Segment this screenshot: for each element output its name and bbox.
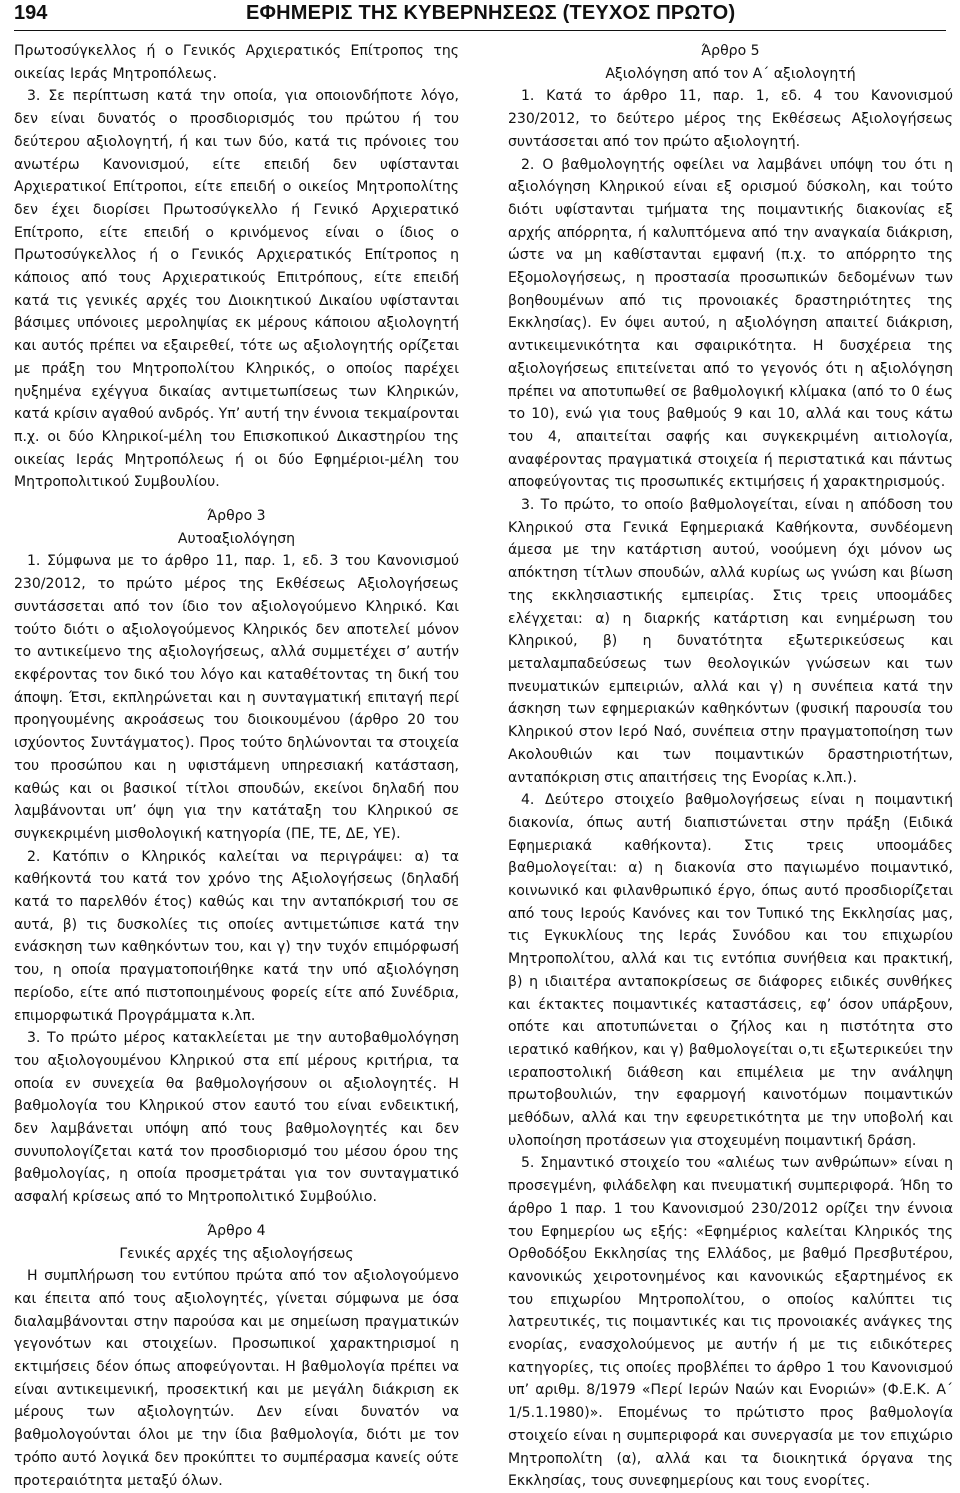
article-4-subtitle: Γενικές αρχές της αξιολογήσεως	[119, 1245, 354, 1262]
page-header	[0, 0, 960, 30]
article-4-heading	[14, 1220, 459, 1265]
article-5-subtitle: Αξιολόγηση από τον Α΄ αξιολογητή	[605, 65, 856, 82]
page-number: 194	[14, 2, 48, 24]
paragraph-continuation: Πρωτοσύγκελλος ή ο Γενικός Αρχιερατικός Επίτροπος της οικείας Ιεράς Μητροπόλεως.	[14, 43, 459, 82]
article-3-heading	[14, 505, 459, 550]
paragraph-art5-3: 3. Το πρώτο, το οποίο βαθμολογείται, είναι η απόδοση του Κληρικού στα Γενικά Εφημεριακά Καθήκοντα, συνδέομενη άμεσα με την κατάρτιση αυτού, νοούμενη όχι μόνον ως απόκτηση τίτλων σπουδών, αλλά κυρίως ως γνώση και βίωση της εκκλησιαστικής εμπειρίας. Στις τρεις υποομάδες ελέγχεται: α) η διαρκής κατάρτιση και ενημέρωση του Κληρικού, β) η δυνατότητα εξωτερικεύσεως και μεταλαμπαδεύσεως των θεολογικών γνώσεων και των πνευματικών εμπειριών, αλλά και γ) η συνέπεια κατά την άσκηση των εφημεριακών καθηκόντων (φυσική παρουσία του Κληρικού στον Ιερό Ναό, συνέπεια στην πραγματοποίηση των Ακολουθιών και των ποιμαντικών δραστηριοτήτων, ανταπόκριση στις απαιτήσεις της Ενορίας κ.λπ.).	[508, 497, 953, 786]
paragraph-art5-4: 4. Δεύτερο στοιχείο βαθμολογήσεως είναι η ποιμαντική διακονία, όπως αυτή διαπιστώνεται στην πράξη (Ειδικά Εφημεριακά καθήκοντα). Στις τρεις υποομάδες βαθμολογείται: α) η διακονία στο παγιωμένο ποιμαντικό, κοινωνικό και φιλανθρωπικό έργο, όπως αυτό προσδιορίζεται από τους Ιερούς Κανόνες και τον Τυπικό της Εκκλησίας μας, τις Εγκυκλίους της Ιεράς Συνόδου και του επιχωρίου Μητροπολίτου, αλλά και τις εντόπια συνήθεια και πρακτική, β) η ιδιαιτέρα ανταποκρίσεως σε διάφορες ειδικές συνθήκες και έκτακτες ποιμαντικές καταστάσεις, εφ’ όσον υπάρξουν, οπότε και αποτυπώνεται ο ζήλος και η πιστότητα στο ιερατικό καθήκον, και γ) βαθμολογείται ο,τι εξωτερικεύει την ιεραποστολική διάθεση και επιμέλεια με την ανάληψη πρωτοβουλιών, την εφαρμογή καινοτόμων ποιμαντικών μεθόδων, αλλά και την εφευρετικότητα με την υποβολή και υλοποίηση προτάσεων για στοχευμένη ποιμαντική δράση.	[508, 792, 953, 1149]
article-5-heading	[508, 40, 953, 85]
paragraph-art4: Η συμπλήρωση του εντύπου πρώτα από τον αξιολογούμενο και έπειτα από τους αξιολογητές, γίνεται σύμφωνα με όσα διαλαμβάνονται στην παρούσα και με σημείωση πραγματικών γεγονότων και στοιχείων. Προσωπικοί χαρακτηρισμοί η εκτιμήσεις δέον όπως αποφεύγονται. Η βαθμολογία πρέπει να είναι αντικειμενική, προσεκτική και με μεγάλη διάκριση εκ μέρους των αξιολογητών. Δεν είναι δυνατόν να βαθμολογούνται όλοι με την ίδια βαθμολογία, διότι με τον τρόπο αυτό λογικά δεν προκύπτει το συμπέρασμα κανείς ούτε προτεραιότητα μεταξύ όλων.	[14, 1268, 459, 1489]
left-column	[14, 40, 459, 1489]
paragraph-art5-1: 1. Κατά το άρθρο 11, παρ. 1, εδ. 4 του Κανονισμού 230/2012, το δεύτερο μέρος της Εκθέσεως Αξιολογήσεως συντάσσεται από τον πρώτο αξιολογητή.	[508, 88, 953, 150]
paragraph-art5-2: 2. Ο βαθμολογητής οφείλει να λαμβάνει υπόψη του ότι η αξιολόγηση Κληρικού είναι εξ ορισμού δύσκολη, και τούτο διότι υφίστανται τμήματα της ποιμαντικής διακονίας εξ αρχής απόρρητα, ή καλυπτόμενα από την αναγκαία διάκριση, ώστε να μη καθίστανται εμφανή (π.χ. το απόρρητο της Εξομολογήσεως, η προστασία προσωπικών δεδομένων των βοηθουμένων από τις προνοιακές δραστηριότητες της Εκκλησίας). Εν όψει αυτού, η αξιολόγηση απαιτεί διάκριση, αντικειμενικότητα και σφαιρικότητα. Η δυσχέρεια της αξιολογήσεως επιτείνεται από το γεγονός ότι η αξιολόγηση πρέπει να αποτυπωθεί σε βαθμολογική κλίμακα (από το 0 έως το 10), ενώ για τους βαθμούς 9 και 10, αλλά και τους κάτω του 4, απαιτείται σαφής και συγκεκριμένη αιτιολογία, αναφέροντας πραγματικά στοιχεία ή περιστατικά και πάντως αποφεύγοντας τις προσωπικές εκτιμήσεις ή χαρακτηρισμούς.	[508, 156, 953, 491]
paragraph-art3-1: 1. Σύμφωνα με το άρθρο 11, παρ. 1, εδ. 3 του Κανονισμού 230/2012, το πρώτο μέρος της Εκθέσεως Αξιολογήσεως συντάσσεται από τον ίδιο τον αξιολογούμενο Κληρικό. Και τούτο διότι ο αξιολογούμενος Κληρικός δεν αποτελεί μόνον το αντικείμενο της αξιολογήσεως, αλλά συμμετέχει σ’ αυτήν εκφέροντας τον δικό του λόγο και καταθέτοντας τη δική του άποψη. Έτσι, εκπληρώνεται και η συνταγματική επιταγή περί προηγουμένης ακροάσεως του διοικουμένου (άρθρο 20 του ισχύοντος Συντάγματος). Προς τούτο δηλώνονται τα στοιχεία του προσώπου και η υφιστάμενη υπηρεσιακή κατάσταση, καθώς και οι βασικοί τίτλοι σπουδών, εκείνοι δηλαδή που λαμβάνονται υπ’ όψη για την κατάταξη του Κληρικού σε συγκεκριμένη μισθολογική κατηγορία (ΠΕ, ΤΕ, ΔΕ, ΥΕ).	[14, 553, 459, 842]
header-rule	[14, 30, 946, 31]
paragraph-art3-3: 3. Το πρώτο μέρος κατακλείεται με την αυτοβαθμολόγηση του αξιολογουμένου Κληρικού στα επί μέρους κριτήρια, τα οποία εν συνεχεία θα βαθμολογήσουν οι αξιολογητές. Η βαθμολογία του Κληρικού στον εαυτό του είναι ενδεικτική, δεν λαμβάνεται υπόψη από τους βαθμολογητές και δεν συνυπολογίζεται κατά τον προσδιορισμό του μέσου όρου της βαθμολογίας, η οποία προσμετράται για τον συνταγματικό ασφαλή κρίσεως από το Μητροπολιτικό Συμβούλιο.	[14, 1030, 459, 1206]
gazette-title: ΕΦΗΜΕΡΙΣ ΤΗΣ ΚΥΒΕΡΝΗΣΕΩΣ (ΤΕΥΧΟΣ ΠΡΩΤΟ)	[246, 2, 736, 24]
article-5-title: Άρθρο 5	[701, 43, 760, 59]
article-3-title: Άρθρο 3	[207, 508, 266, 525]
article-3-subtitle: Αυτοαξιολόγηση	[177, 530, 296, 547]
paragraph-art3-2: 2. Κατόπιν ο Κληρικός καλείται να περιγράψει: α) τα καθήκοντά του κατά τον χρόνο της Αξιολογήσεως (δηλαδή κατά το παρελθόν έτος) καθώς και την ανταπόκρισή του σε αυτά, β) τις δυσκολίες τις οποίες αντιμετώπισε κατά την ενάσκηση των καθηκόντων του, και γ) την τυχόν επιμόρφωσή του, η οποία πραγματοποιήθηκε κατά την υπό αξιολόγηση περίοδο, είτε από πιστοποιημένους φορείς είτε από Συνέδρια, επιμορφωτικά Προγράμματα κ.λπ.	[14, 848, 459, 1024]
paragraph-art5-5: 5. Σημαντικό στοιχείο του «αλιέως των ανθρώπων» είναι η προσεγμένη, φιλάδελφη και πνευματική συμπεριφορά. Ήδη το άρθρο 1 παρ. 1 του Κανονισμού 230/2012 ορίζει την έννοια του Εφημερίου ως εξής: «Εφημέριος καλείται Κληρικός της Ορθοδόξου Εκκλησίας της Ελλάδος, με βαθμό Πρεσβυτέρου, κανονικώς χειροτονημένος και κανονικώς εξαρτημένος εκ του επιχωρίου Μητροπολίτου, ο οποίος καλύπτει τις λατρευτικές, τις ποιμαντικές και τις προνοιακές ανάγκες της ενορίας, ενασχολούμενος με αυτήν ή με τις ειδικότερες κατηγορίες, τις οποίες προβλέπει το άρθρο 1 του Κανονισμού υπ’ αριθμ. 8/1979 «Περί Ιερών Ναών και Ενοριών» (Φ.Ε.Κ. Α΄ 1/5.1.1980)». Επομένως το πρώτιστο προς βαθμολογία στοιχείο είναι η συμπεριφορά και συνεργασία με τον επιχώριο Μητροπολίτη (α), αλλά και τα διοικητικά όργανα της Εκκλησίας, τους συνεφημερίους και τους ενορίτες.	[508, 1155, 953, 1490]
article-4-title: Άρθρο 4	[207, 1222, 266, 1239]
paragraph-art2-3: 3. Σε περίπτωση κατά την οποία, για οποιονδήποτε λόγο, δεν είναι δυνατός ο προσδιορισμός του πρώτου ή του δεύτερου αξιολογητή, ή και των δύο, κατά τις πρόνοιες του ανωτέρω Κανονισμού, είτε επειδή δεν υφίστανται Αρχιερατικοί Επίτροποι, είτε επειδή ο οικείος Μητροπολίτης δεν έχει διορίσει Πρωτοσύγκελλο ή Γενικό Αρχιερατικό Επίτροπο, είτε επειδή ο κρινόμενος είναι ο ίδιος ο Πρωτοσύγκελλος ή ο Γενικός Αρχιερατικός Επίτροπος η κάποιος από τους Αρχιερατικούς Επιτρόπους, είτε επειδή κατά τις γενικές αρχές του Διοικητικού Δικαίου υφίστανται βάσιμες υπόνοιες μεροληψίας εκ μέρους κάποιου αξιολογητή και αυτός πρέπει να εξαιρεθεί, τότε ως αξιολογητής ορίζεται με πράξη του Μητροπολίτου Κληρικός, ο οποίος παρέχει ηυξημένα εχέγγυα δικαίας αντιμετωπίσεως των Κληρικών, κατά κρίσιν αγαθού ανδρός. Υπ’ αυτή την έννοια τεκμαίρονται π.χ. οι δύο Κληρικοί-μέλη του Επισκοπικού Δικαστηρίου της οικείας Ιεράς Μητροπόλεως ή οι δύο Εφημέριοι-μέλη του Μητροπολιτικού Συμβουλίου.	[14, 88, 459, 491]
right-column	[508, 40, 953, 1490]
